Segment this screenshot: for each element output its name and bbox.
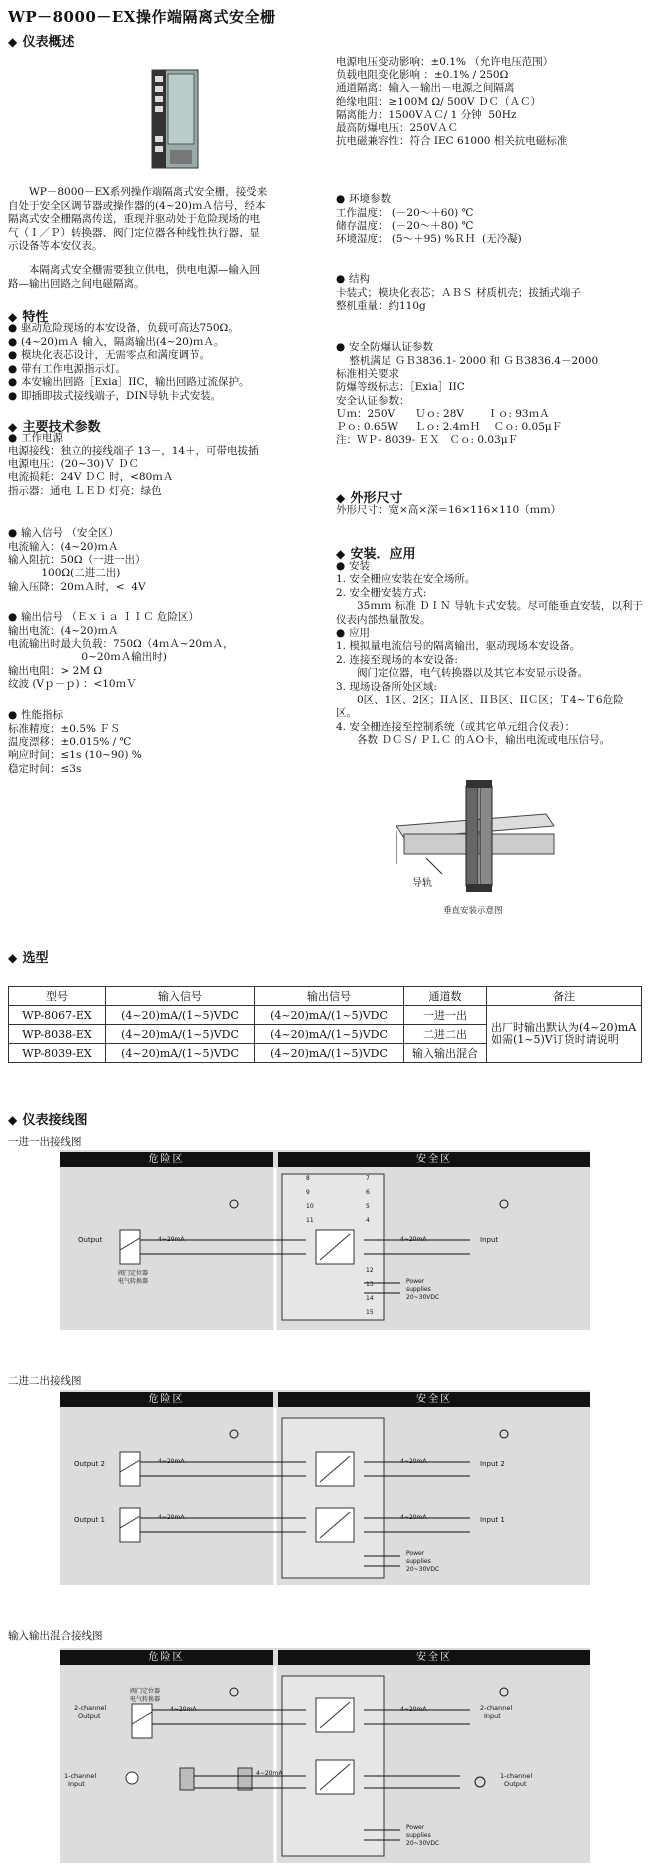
page-title: WP－8000－EX操作端隔离式安全栅 bbox=[8, 8, 276, 26]
feature-item: ● 带有工作电源指示灯。 bbox=[8, 362, 126, 375]
overview-para1: WP－8000－EX系列操作端隔离式安全栅，接受来自处于安全区调节器或操作器的(4~20)ｍＡ信号，经本隔离式安全栅隔离传送，重现并驱动处于危险现场的电气（Ｉ／Ｐ）转换器、阀门定位器各种线性执行器、显示设备等本安仪表。 bbox=[8, 186, 268, 253]
structure-title: ● 结构 bbox=[336, 273, 370, 285]
hazard-zone-label: 危险区 bbox=[60, 1152, 273, 1167]
device-image bbox=[130, 60, 220, 172]
wiring-heading: ◆ 仪表接线图 bbox=[8, 1113, 88, 1128]
svg-text:5: 5 bbox=[366, 1203, 370, 1210]
right-top-specs: 电源电压变动影响：±0.1% （允许电压范围） 负载电阻变化影响 ：±0.1% / 250Ω 通道隔离：输入－输出－电源之间隔离 绝缘电阻：≥100M Ω/ 500V ＤＣ（ＡＣ） 隔离能力：1500VＡＣ/ 1 分钟 50Hz 最高防爆电压：250VＡＣ 抗电磁兼容性：符合 IEC 61000 相关抗电磁标准 bbox=[336, 56, 568, 148]
dimensions-heading: ◆ 外形尺寸 bbox=[336, 491, 403, 506]
hazard-zone-label: 危险区 bbox=[60, 1392, 273, 1407]
diagram2: 危险区 安全区 Output 2 Output 1 4~20mA 4~20mA 4~20mA 4~20mA Input 2 Input 1 Power supplies 20~30VDC bbox=[60, 1390, 590, 1585]
svg-text:11: 11 bbox=[306, 1217, 314, 1224]
feature-item: ● (4~20)ｍＡ 输入，隔离输出(4~20)ｍＡ。 bbox=[8, 335, 225, 348]
table-row: WP-8038-EX (4~20)mA/(1~5)VDC (4~20)mA/(1~5)VDC 二进二出 bbox=[9, 1025, 642, 1044]
perf-lines: 标准精度：±0.5% ＦＳ 温度漂移：±0.015% / ℃ 响应时间：≤1s (10~90) % 稳定时间：≤3s bbox=[8, 723, 142, 775]
svg-text:13: 13 bbox=[366, 1281, 374, 1288]
power-lines: 电源接线：独立的接线端子 13－，14＋，可带电拔插 电源电压：(20~30)Ｖ ＤＣ 电流损耗：24V ＤＣ 时，<80ｍＡ 指示器：通电 ＬＥＤ 灯亮：绿色 bbox=[8, 445, 259, 497]
structure-lines: 卡装式；模块化表芯；ＡＢＳ 材质机壳；拔插式端子 整机重量：约110g bbox=[336, 287, 581, 313]
feature-item: ● 本安输出回路［Exia］IIC，输出回路过流保护。 bbox=[8, 376, 250, 389]
feature-item: ● 即插即拔式接线端子，DIN导轨卡式安装。 bbox=[8, 389, 222, 402]
mount-illustration bbox=[396, 776, 556, 914]
safe-zone-label: 安全区 bbox=[278, 1650, 590, 1665]
install-block: ● 安装 1. 安全栅应安装在安全场所。 2. 安全栅安装方式: 35ｍｍ 标准 ＤＩＮ 导轨卡式安装。尽可能垂直安装，以利于仪表内部热量散发。 ● 应用 1. 模拟量电流信号的隔离输出，驱动现场本安设备。 2. 连接至现场的本安设备: 阀门定位器，电气转换器以及其它本安显示设备。 3. 现场设备所处区域: 0区、1区、2区；IIＡ区、IIＢ区、IIＣ区；Ｔ4~Ｔ6危险区。 4. 安全栅连接至控制系统（或其它单元组合仪表）： 各数 ＤＣＳ/ ＰＬＣ 的ＡO卡，输出电流或电压信号。 bbox=[336, 560, 643, 747]
table-header-row: 型号 输入信号 输出信号 通道数 备注 bbox=[9, 987, 642, 1006]
environment-lines: 工作温度： (－20～＋60) ℃ 储存温度： (－20～＋80) ℃ 环境湿度： (5～＋95) %ＲＨ (无冷凝) bbox=[336, 207, 522, 246]
safe-zone-label: 安全区 bbox=[278, 1392, 590, 1407]
diagram1-lines bbox=[60, 1150, 590, 1330]
install-sub2: ● 应用 bbox=[336, 627, 370, 640]
svg-text:15: 15 bbox=[366, 1309, 374, 1316]
input-title: ● 输入信号 （安全区） bbox=[8, 527, 119, 539]
hazard-zone-label: 危险区 bbox=[60, 1650, 273, 1665]
diagram3: 危险区 安全区 2-channel Output 阀门定位器 电气转换器 4~20mA 4~20mA 2-channel Input 1-channel Input 4~20mA 1-channel Output Power supplies 20~30VDC bbox=[60, 1648, 590, 1863]
power-title: ● 工作电源 bbox=[8, 432, 63, 444]
diagram3-title: 输入输出混合接线图 bbox=[8, 1630, 103, 1642]
selection-note: 出厂时输出默认为(4~20)mA如需(1~5)V订货时请说明 bbox=[487, 1006, 642, 1063]
rail-label: 导轨 bbox=[412, 878, 432, 889]
environment-title: ● 环境参数 bbox=[336, 193, 391, 205]
svg-text:9: 9 bbox=[306, 1189, 310, 1196]
svg-text:4: 4 bbox=[366, 1217, 370, 1224]
mount-label: 垂直安装示意图 bbox=[443, 906, 503, 916]
svg-text:6: 6 bbox=[366, 1189, 370, 1196]
explosion-title: ● 安全防爆认证参数 bbox=[336, 341, 433, 353]
selection-heading: ◆ 选型 bbox=[8, 951, 49, 966]
svg-text:14: 14 bbox=[366, 1295, 374, 1302]
overview-heading: ◆ 仪表概述 bbox=[8, 35, 75, 50]
table-row: WP-8067-EX (4~20)mA/(1~5)VDC (4~20)mA/(1~5)VDC 一进一出 出厂时输出默认为(4~20)mA如需(1~5)V订货时请说明 bbox=[9, 1006, 642, 1025]
selection-table bbox=[8, 986, 642, 1063]
perf-title: ● 性能指标 bbox=[8, 709, 63, 721]
output-title: ● 输出信号 （Ｅｘｉａ ＩＩＣ 危险区） bbox=[8, 611, 200, 623]
svg-text:7: 7 bbox=[366, 1175, 370, 1182]
specs-heading: ◆ 主要技术参数 bbox=[8, 420, 101, 435]
overview-para2: 本隔离式安全栅需要独立供电，供电电源—输入回路—输出回路之间电磁隔离。 bbox=[8, 264, 260, 290]
svg-text:8: 8 bbox=[306, 1175, 310, 1182]
install-sub1: ● 安装 bbox=[336, 560, 370, 572]
diagram3-lines bbox=[60, 1648, 590, 1863]
input-lines: 电流输入：(4~20)ｍＡ 输入阻抗：50Ω（一进一出） 100Ω(二进二出) 输入压降：20ｍＡ时，< 4V bbox=[8, 541, 146, 593]
diagram2-title: 二进二出接线图 bbox=[8, 1375, 82, 1387]
diagram2-lines bbox=[60, 1390, 590, 1585]
diagram1-title: 一进一出接线图 bbox=[8, 1136, 82, 1148]
feature-item: ● 模块化表芯设计，无需零点和满度调节。 bbox=[8, 349, 210, 362]
output-lines: 输出电流：(4~20)ｍＡ 电流输出时最大负载：750Ω（4ｍＡ~20ｍＡ， 0~20ｍＡ输出时) 输出电阻：> 2M Ω 纹波 (Vｐ－ｐ) ：<10ｍＶ bbox=[8, 625, 234, 690]
svg-text:10: 10 bbox=[306, 1203, 314, 1210]
feature-item: ● 驱动危险现场的本安设备，负载可高达750Ω。 bbox=[8, 322, 239, 334]
explosion-lines: 整机满足 ＧＢ3836.1- 2000 和 ＧＢ3836.4－2000 标准相关要求 防爆等级标志：［Exia］IIC 安全认证参数： Ｕｍ：250V Ｕｏ: 28V Ｉｏ: 93ｍＡ Ｐｏ: 0.65W Ｌｏ: 2.4ｍＨ Ｃｏ: 0.05μＦ 注：ＷＰ- 8039- ＥＸ Ｃｏ: 0.03μＦ bbox=[336, 355, 599, 447]
table-row: WP-8039-EX (4~20)mA/(1~5)VDC (4~20)mA/(1~5)VDC 输入输出混合 bbox=[9, 1044, 642, 1063]
dimensions-text: 外形尺寸：宽×高×深＝16×116×110（ｍｍ） bbox=[336, 504, 562, 516]
safe-zone-label: 安全区 bbox=[278, 1152, 590, 1167]
features-list bbox=[8, 322, 250, 404]
install-heading: ◆ 安装．应用 bbox=[336, 547, 416, 562]
diagram1: 危险区 安全区 8 9 10 11 7 6 5 4 12 13 14 15 Output 4~20mA 4~20mA Input 阀门定位器 电气转换器 Power supplies 20~30VDC bbox=[60, 1150, 590, 1330]
svg-text:12: 12 bbox=[366, 1267, 374, 1274]
features-heading: ◆ 特性 bbox=[8, 310, 49, 325]
